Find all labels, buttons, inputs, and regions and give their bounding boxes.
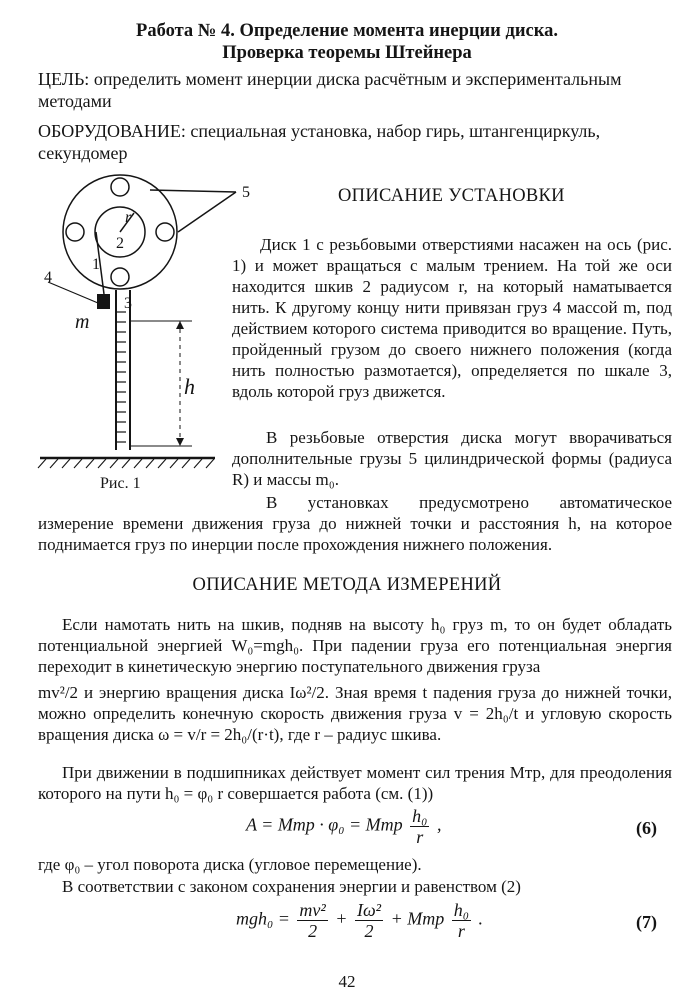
method-paragraph-1b: mv²/2 и энергию вращения диска Iω²/2. Зная время t падения груза до нижней точки, можно определить конечную скорость движения груза v = 2h₀/t и угловую скорость вращения диска ω = v/r = 2h₀/(r·t), где r – радиус шкива. bbox=[38, 683, 672, 744]
label-2: 2 bbox=[116, 235, 124, 252]
hole-top bbox=[111, 178, 129, 196]
setup-heading: ОПИСАНИЕ УСТАНОВКИ bbox=[338, 186, 565, 206]
after-equation-6: где φ₀ – угол поворота диска (угловое перемещение). bbox=[38, 855, 422, 874]
goal-block bbox=[38, 68, 666, 112]
setup-paragraph-3: В установках предусмотрено автоматическое измерение времени движения груза до нижней точки и расстояния h, на которое поднимается груз по инерции после прохождения нижнего положения. bbox=[38, 493, 672, 554]
pointer-5b bbox=[178, 192, 236, 232]
eq7-tail: . bbox=[478, 908, 483, 929]
label-4: 4 bbox=[44, 269, 52, 286]
eq7-f2-denominator: 2 bbox=[364, 921, 374, 941]
figure-caption: Рис. 1 bbox=[100, 475, 141, 492]
equipment-label: ОБОРУДОВАНИЕ: bbox=[38, 121, 186, 141]
goal-text: определить момент инерции диска расчётным и экспериментальным методами bbox=[38, 69, 622, 111]
eq7-fraction-1 bbox=[297, 900, 327, 941]
floor-hatching bbox=[38, 459, 214, 468]
equipment-block bbox=[38, 120, 666, 164]
hole-left bbox=[66, 223, 84, 241]
method-paragraph-2: При движении в подшипниках действует момент сил трения Mтр, для преодоления которого на пути h₀ = φ₀ r совершается работа (см. (1)) bbox=[38, 763, 672, 803]
method-paragraph-3: В соответствии с законом сохранения энергии и равенством (2) bbox=[62, 877, 521, 896]
h-arrow-up bbox=[176, 321, 184, 329]
equipment-text: специальная установка, набор гирь, штангенциркуль, секундомер bbox=[38, 121, 601, 163]
eq7-f3-denominator: r bbox=[457, 921, 465, 941]
title-line-1: Работа № 4. Определение момента инерции диска. bbox=[136, 21, 558, 41]
setup-figure bbox=[30, 170, 250, 500]
goal-label: ЦЕЛЬ: bbox=[38, 69, 90, 89]
eq6-tail: , bbox=[436, 814, 442, 835]
equation-6 bbox=[246, 806, 441, 847]
label-m: m bbox=[75, 311, 90, 333]
equation-7-number: (7) bbox=[636, 912, 657, 932]
pointer-4 bbox=[48, 282, 98, 303]
weight-4 bbox=[97, 294, 110, 309]
page-number: 42 bbox=[338, 972, 356, 991]
h-arrow-down bbox=[176, 438, 184, 446]
eq7-fraction-2 bbox=[355, 900, 383, 941]
scale-ticks bbox=[116, 312, 126, 442]
eq6-lhs: A = Mтр · φ₀ = Mтр bbox=[246, 814, 403, 835]
eq7-plus-1: + bbox=[335, 908, 348, 929]
label-3: 3 bbox=[124, 295, 132, 312]
eq6-numerator: h₀ bbox=[412, 806, 428, 826]
eq7-f1-numerator: mv² bbox=[299, 900, 326, 920]
eq6-fraction bbox=[410, 806, 429, 847]
eq7-fraction-3 bbox=[452, 900, 471, 941]
method-paragraph-1a: Если намотать нить на шкив, подняв на высоту h₀ груз m, то он будет обладать потенциальной энергией W₀=mgh₀. При падении груза его потенциальная энергия переходит в кинетическую энергию поступательного движения груза bbox=[38, 615, 672, 676]
eq7-plus-2: + Mтр bbox=[390, 908, 445, 929]
eq7-f2-numerator: Iω² bbox=[356, 900, 382, 920]
hole-bottom bbox=[111, 268, 129, 286]
equation-6-number: (6) bbox=[636, 818, 657, 838]
label-1: 1 bbox=[92, 256, 100, 273]
method-heading: ОПИСАНИЕ МЕТОДА ИЗМЕРЕНИЙ bbox=[192, 575, 502, 595]
eq7-f3-numerator: h₀ bbox=[453, 900, 469, 920]
setup-paragraph-2: В резьбовые отверстия диска могут вворачиваться дополнительные грузы 5 цилиндрической формы (радиуса R) и массы m₀. bbox=[232, 428, 672, 489]
label-r: r bbox=[125, 209, 132, 226]
eq7-lhs: mgh₀ = bbox=[236, 908, 290, 929]
setup-paragraph-1: Диск 1 с резьбовыми отверстиями насажен на ось (рис. 1) и может вращаться с малым трением. На той же оси находится шкив 2 радиусом r, на который наматывается нить. К другому концу нити привязан груз 4 массой m, под действием которого система приводится во вращение. Путь, пройденный грузом до своего нижнего положения (когда нить полностью размотается), определяется по шкале 3, вдоль которой груз движется. bbox=[232, 235, 672, 401]
eq6-denominator: r bbox=[416, 827, 424, 847]
hole-right bbox=[156, 223, 174, 241]
eq7-f1-denominator: 2 bbox=[308, 921, 318, 941]
pointer-5a bbox=[150, 190, 236, 192]
title-line-2: Проверка теоремы Штейнера bbox=[222, 43, 472, 63]
label-h: h bbox=[184, 374, 195, 399]
equation-7 bbox=[236, 900, 483, 941]
label-5: 5 bbox=[242, 184, 250, 201]
